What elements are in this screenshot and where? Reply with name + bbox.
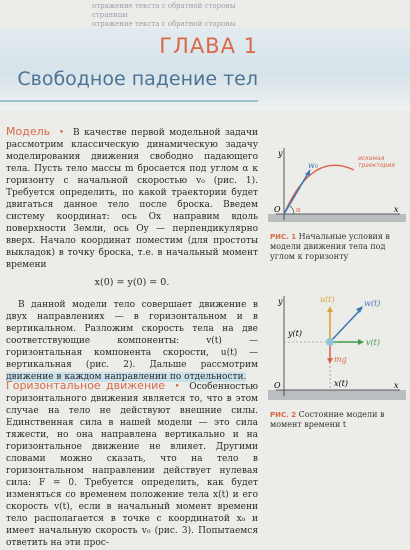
model-lead: Модель: [6, 125, 51, 138]
figure-1-caption: [270, 232, 404, 262]
initial-condition-formula: x(0) = y(0) = 0.: [94, 277, 170, 288]
body-point: [326, 338, 334, 346]
title-rule: [0, 100, 258, 102]
fig1-label-x: x: [394, 205, 399, 214]
fig2-label-wt: w(t): [364, 299, 381, 308]
fig2-label-yt: y(t): [288, 329, 302, 338]
model-paragraph-2-text: В данной модели тело совершает движение в двух направлениях — в горизонтальном и в вертикальном. Разложим скорость тела на две соответствующие компоненты: v(t) — горизонтальная компонента скорости, u(t) — вертикальная (рис. 2). Дальше рассмотрим: [6, 300, 258, 370]
chapter-label: ГЛАВА 1: [159, 34, 258, 58]
velocity-vector: [330, 308, 362, 342]
fig2-label-x: x: [394, 381, 399, 390]
figure-2-diagram: [268, 288, 406, 402]
fig1-label-o: O: [274, 205, 281, 214]
bullet-dot: •: [54, 128, 69, 138]
fig1-label-y: y: [278, 149, 283, 158]
figure-1-diagram: [268, 140, 406, 224]
horizontal-text: Особенностью горизонтального движения является то, что в этом случае на тело не действуют внешние силы. Единственная сила в нашей модели — это сила тяжести, но она направлена вертикально и на горизонтальное движение не влияет. Другими словами можно сказать, что на тело в горизонтальном направлении действует нулевая сила: F = 0. Требуется определить, как будет изменяться со временем положение тела x(t) и его скорость v(t), если в начальный момент времени тело располагается в точке с координатой x₀ и имеет начальную скорость v₀ (рис. 3). Попытаемся ответить на эти прос-: [6, 382, 258, 548]
fig2-label-mg: mg: [334, 355, 347, 364]
horizontal-lead: Горизонтальное движение: [6, 379, 166, 392]
bullet-dot: •: [169, 382, 185, 392]
figure-2-caption-text: Состояние модели в момент времени t: [270, 410, 385, 429]
fig2-label-ut: u(t): [320, 295, 335, 304]
bleed-through-region: [0, 0, 410, 28]
model-paragraph-1: В качестве первой модельной задачи рассмотрим классическую динамическую задачу моделирования движения свободно падающего тела. Пусть тело массы m бросается под углом α к горизонту с начальной скоростью v₀ (рис. 1). Требуется определить, по какой траектории будет двигаться данное тело после броска. Введем систему координат: ось Ox направим вдоль поверхности Земли, ось Oy — перпендикулярно вверх. Начало координат поместим (для простоты выкладок) в точку броска, т.е. в начальный момент времени: [6, 128, 258, 270]
fig1-label-v0: w₀: [308, 161, 319, 170]
fig2-label-o: O: [274, 381, 281, 390]
vertical-velocity-arrowhead: [327, 306, 333, 312]
fig1-label-alpha: α: [296, 206, 301, 214]
fig1-label-traj-2: траектория: [358, 162, 395, 169]
ground: [268, 390, 406, 400]
ground: [268, 214, 406, 222]
gravity-arrowhead: [327, 358, 333, 364]
horizontal-velocity-arrowhead: [358, 339, 364, 345]
fig2-label-y: y: [278, 297, 283, 306]
fig2-label-vt: v(t): [366, 338, 380, 347]
bleed-through-text: отражение текста с обратной стороны страницы отражение текста с обратной стороны: [92, 2, 236, 28]
page-title: Свободное падение тел: [17, 68, 258, 90]
horizontal-section: [6, 380, 258, 549]
model-paragraph-2: [6, 299, 258, 383]
angle-arc: [290, 206, 294, 214]
figure-2-caption-number: РИС. 2: [270, 411, 297, 419]
figure-2-caption: [270, 410, 404, 430]
fig1-label-traj-1: искомая: [358, 155, 385, 162]
fig2-label-xt: x(t): [334, 379, 348, 388]
figure-1-caption-text: Начальные условия в модели движения тела под углом к горизонту: [270, 232, 390, 261]
trajectory-curve: [284, 165, 354, 214]
figure-1-caption-number: РИС. 1: [270, 233, 297, 241]
model-paragraph-2-highlight: движение в каждом направлении по отдельности.: [6, 372, 247, 382]
velocity-arrowhead: [356, 306, 363, 313]
model-section: [6, 126, 258, 383]
